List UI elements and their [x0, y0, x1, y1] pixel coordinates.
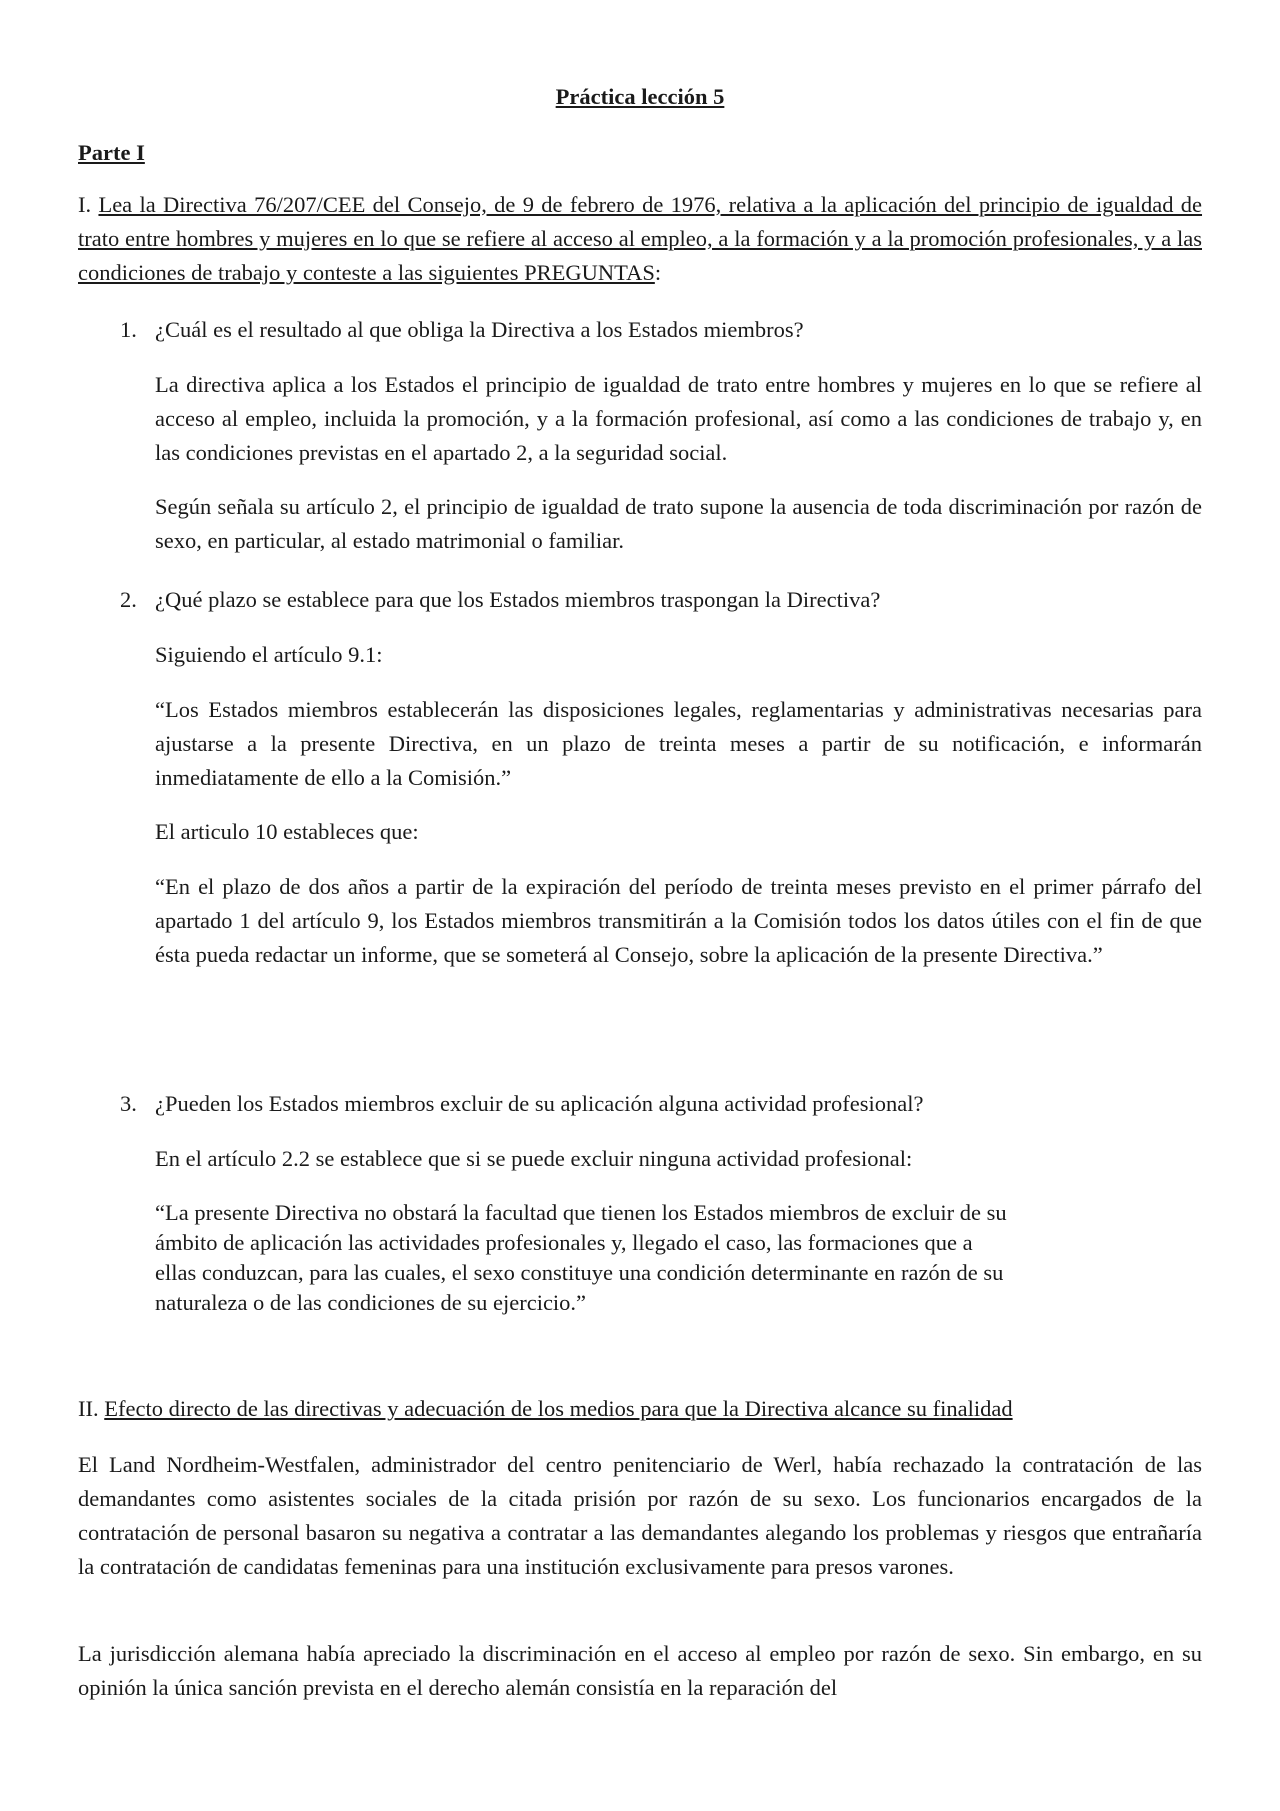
section-2-title: Efecto directo de las directivas y adecuación de los medios para que la Directiva alcance su finalidad	[104, 1396, 1013, 1421]
answer-1-paragraph-1: La directiva aplica a los Estados el principio de igualdad de trato entre hombres y mujeres en lo que se refiere al acceso al empleo, incluida la promoción, y a la formación profesional, así como a las condiciones de trabajo y, en las condiciones previstas en el apartado 2, a la seguridad social.	[155, 372, 1202, 465]
part-heading: Parte I	[78, 140, 145, 165]
question-text: ¿Qué plazo se establece para que los Estados miembros traspongan la Directiva?	[155, 587, 881, 612]
section-1-intro	[78, 188, 1202, 290]
question-number: 3.	[120, 1091, 137, 1116]
section-2-heading	[78, 1392, 1202, 1426]
section-1-prefix: I.	[78, 192, 99, 217]
answer-2-paragraph-1: Siguiendo el artículo 9.1:	[155, 642, 383, 667]
question-number: 1.	[120, 317, 137, 342]
section-2-prefix: II.	[78, 1396, 105, 1421]
answer-2-paragraph-3: El articulo 10 estableces que:	[155, 819, 419, 844]
answer-2-quote-1: “Los Estados miembros establecerán las disposiciones legales, reglamentarias y administrativas necesarias para ajustarse a la presente Directiva, en un plazo de treinta meses a partir de su notificación, e informarán inmediatamente de ello a la Comisión.”	[155, 697, 1202, 790]
question-text: ¿Cuál es el resultado al que obliga la Directiva a los Estados miembros?	[155, 317, 804, 342]
section-2-paragraph-2: La jurisdicción alemana había apreciado la discriminación en el acceso al empleo por razón de sexo. Sin embargo, en su opinión la única sanción prevista en el derecho alemán consistía en la reparación del	[78, 1641, 1202, 1700]
question-1	[120, 313, 1202, 347]
question-number: 2.	[120, 587, 137, 612]
section-1-instruction: Lea la Directiva 76/207/CEE del Consejo, de 9 de febrero de 1976, relativa a la aplicación del principio de igualdad de trato entre hombres y mujeres en lo que se refiere al acceso al empleo, a la formación y a la promoción profesionales, y a las condiciones de trabajo y conteste a las siguientes PREGUNTAS	[78, 192, 1203, 285]
answer-3-paragraph-1: En el artículo 2.2 se establece que si se puede excluir ninguna actividad profesional:	[155, 1146, 913, 1171]
answer-3-quote	[155, 1198, 1202, 1318]
answer-2-quote-2: “En el plazo de dos años a partir de la expiración del período de treinta meses previsto en el primer párrafo del apartado 1 del artículo 9, los Estados miembros transmitirán a la Comisión todos los datos útiles con el fin de que ésta pueda redactar un informe, que se someterá al Consejo, sobre la aplicación de la presente Directiva.”	[155, 874, 1202, 967]
section-2-paragraph-1: El Land Nordheim-Westfalen, administrador del centro penitenciario de Werl, había rechazado la contratación de las demandantes como asistentes sociales de la citada prisión por razón de su sexo. Los funcionarios encargados de la contratación de personal basaron su negativa a contratar a las demandantes alegando los problemas y riesgos que entrañaría la contratación de candidatas femeninas para una institución exclusivamente para presos varones.	[78, 1452, 1202, 1579]
question-3	[120, 1087, 1202, 1121]
quote-line: “La presente Directiva no obstará la facultad que tienen los Estados miembros de excluir de su	[155, 1200, 1007, 1225]
answer-1-paragraph-2: Según señala su artículo 2, el principio de igualdad de trato supone la ausencia de toda discriminación por razón de sexo, en particular, al estado matrimonial o familiar.	[155, 494, 1202, 553]
question-text: ¿Pueden los Estados miembros excluir de su aplicación alguna actividad profesional?	[155, 1091, 924, 1116]
quote-line: naturaleza o de las condiciones de su ejercicio.”	[155, 1290, 587, 1315]
section-1-intro-end: :	[654, 260, 662, 285]
quote-line: ellas conduzcan, para las cuales, el sexo constituye una condición determinante en razón de su	[155, 1260, 1004, 1285]
question-2	[120, 583, 1202, 617]
quote-line: ámbito de aplicación las actividades profesionales y, llegado el caso, las formaciones que a	[155, 1230, 973, 1255]
page-title: Práctica lección 5	[555, 84, 725, 109]
